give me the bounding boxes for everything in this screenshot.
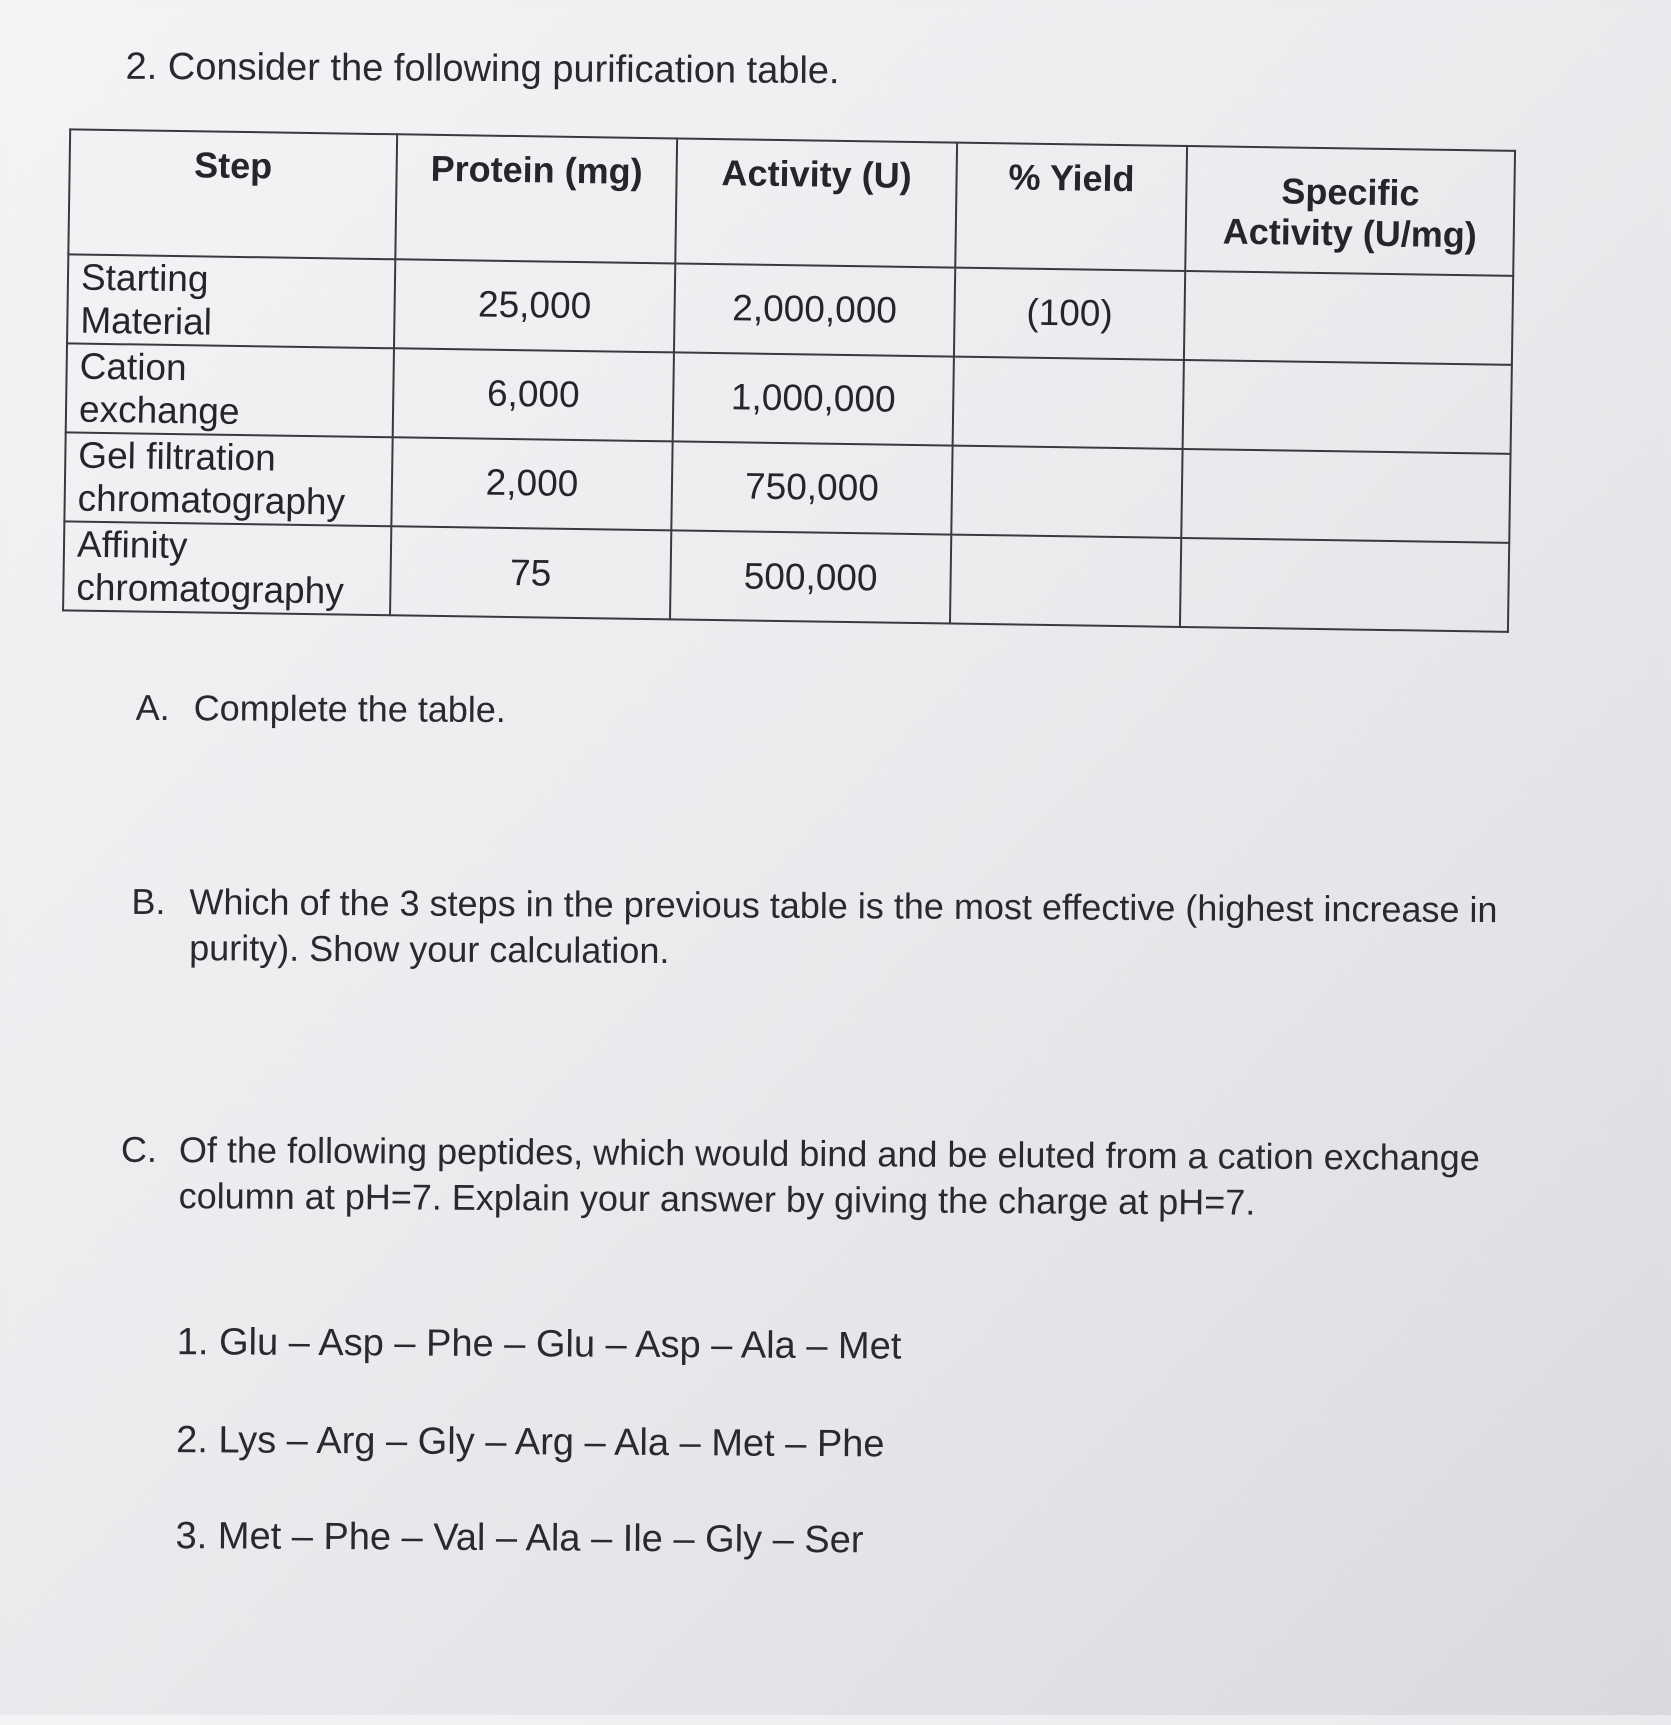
step-name-line1: Gel filtration: [78, 434, 277, 479]
header-specific-line1: Specific: [1281, 170, 1420, 214]
specific-activity-cell: [1181, 449, 1510, 543]
part-a-letter: A.: [135, 686, 170, 729]
peptide-item: 3. Met – Phe – Val – Ala – Ile – Gly – Ser: [175, 1515, 864, 1562]
question-title: 2. Consider the following purification table.: [125, 45, 840, 93]
specific-activity-cell: [1180, 538, 1509, 632]
step-name-line2: exchange: [78, 388, 240, 432]
step-cell: [63, 522, 391, 616]
protein-cell: 6,000: [393, 348, 674, 441]
activity-cell: 500,000: [670, 531, 951, 624]
step-cell: [64, 433, 392, 527]
peptide-item: 2. Lys – Arg – Gly – Arg – Ala – Met – Phe: [176, 1419, 885, 1466]
yield-cell: [951, 446, 1182, 538]
step-name-line2: Material: [80, 299, 213, 343]
step-name-line1: Affinity: [76, 523, 188, 567]
part-b: [131, 879, 1532, 980]
purification-table: [62, 128, 1516, 633]
peptide-item: 1. Glu – Asp – Phe – Glu – Asp – Ala – Met: [176, 1321, 902, 1368]
protein-cell: 25,000: [394, 259, 675, 352]
yield-cell: (100): [954, 268, 1185, 360]
header-protein: Protein (mg): [395, 134, 677, 263]
part-c: [121, 1127, 1542, 1228]
protein-cell: 75: [390, 527, 671, 620]
activity-cell: 1,000,000: [673, 353, 954, 446]
table-header-row: [68, 129, 1515, 275]
protein-cell: 2,000: [391, 437, 672, 530]
part-b-letter: B.: [131, 880, 166, 923]
step-cell: [66, 344, 394, 438]
activity-cell: 750,000: [671, 442, 952, 535]
header-specific-activity: [1185, 146, 1515, 276]
part-c-letter: C.: [120, 1128, 158, 1170]
specific-activity-cell: [1183, 360, 1512, 454]
activity-cell: 2,000,000: [674, 263, 955, 356]
header-yield: % Yield: [955, 143, 1187, 271]
header-specific-line2: Activity (U/mg): [1222, 210, 1478, 256]
step-name-line1: Cation: [79, 345, 187, 389]
yield-cell: [950, 535, 1181, 627]
step-name-line1: Starting: [80, 256, 209, 300]
header-step: Step: [68, 129, 397, 259]
header-activity: Activity (U): [675, 138, 957, 267]
part-b-text: Which of the 3 steps in the previous table is the most effective (highest increase in purity). Show your calculation.: [189, 881, 1498, 972]
yield-cell: [953, 357, 1184, 449]
step-name-line2: chromatography: [76, 566, 345, 612]
step-cell: [67, 254, 395, 348]
part-a: [136, 685, 1536, 740]
part-c-text: Of the following peptides, which would bind and be eluted from a cation exchange column at pH=7. Explain your answer by giving the charge at pH=7.: [178, 1129, 1480, 1223]
specific-activity-cell: [1184, 271, 1513, 365]
part-a-text: Complete the table.: [193, 687, 506, 731]
step-name-line2: chromatography: [77, 477, 346, 523]
